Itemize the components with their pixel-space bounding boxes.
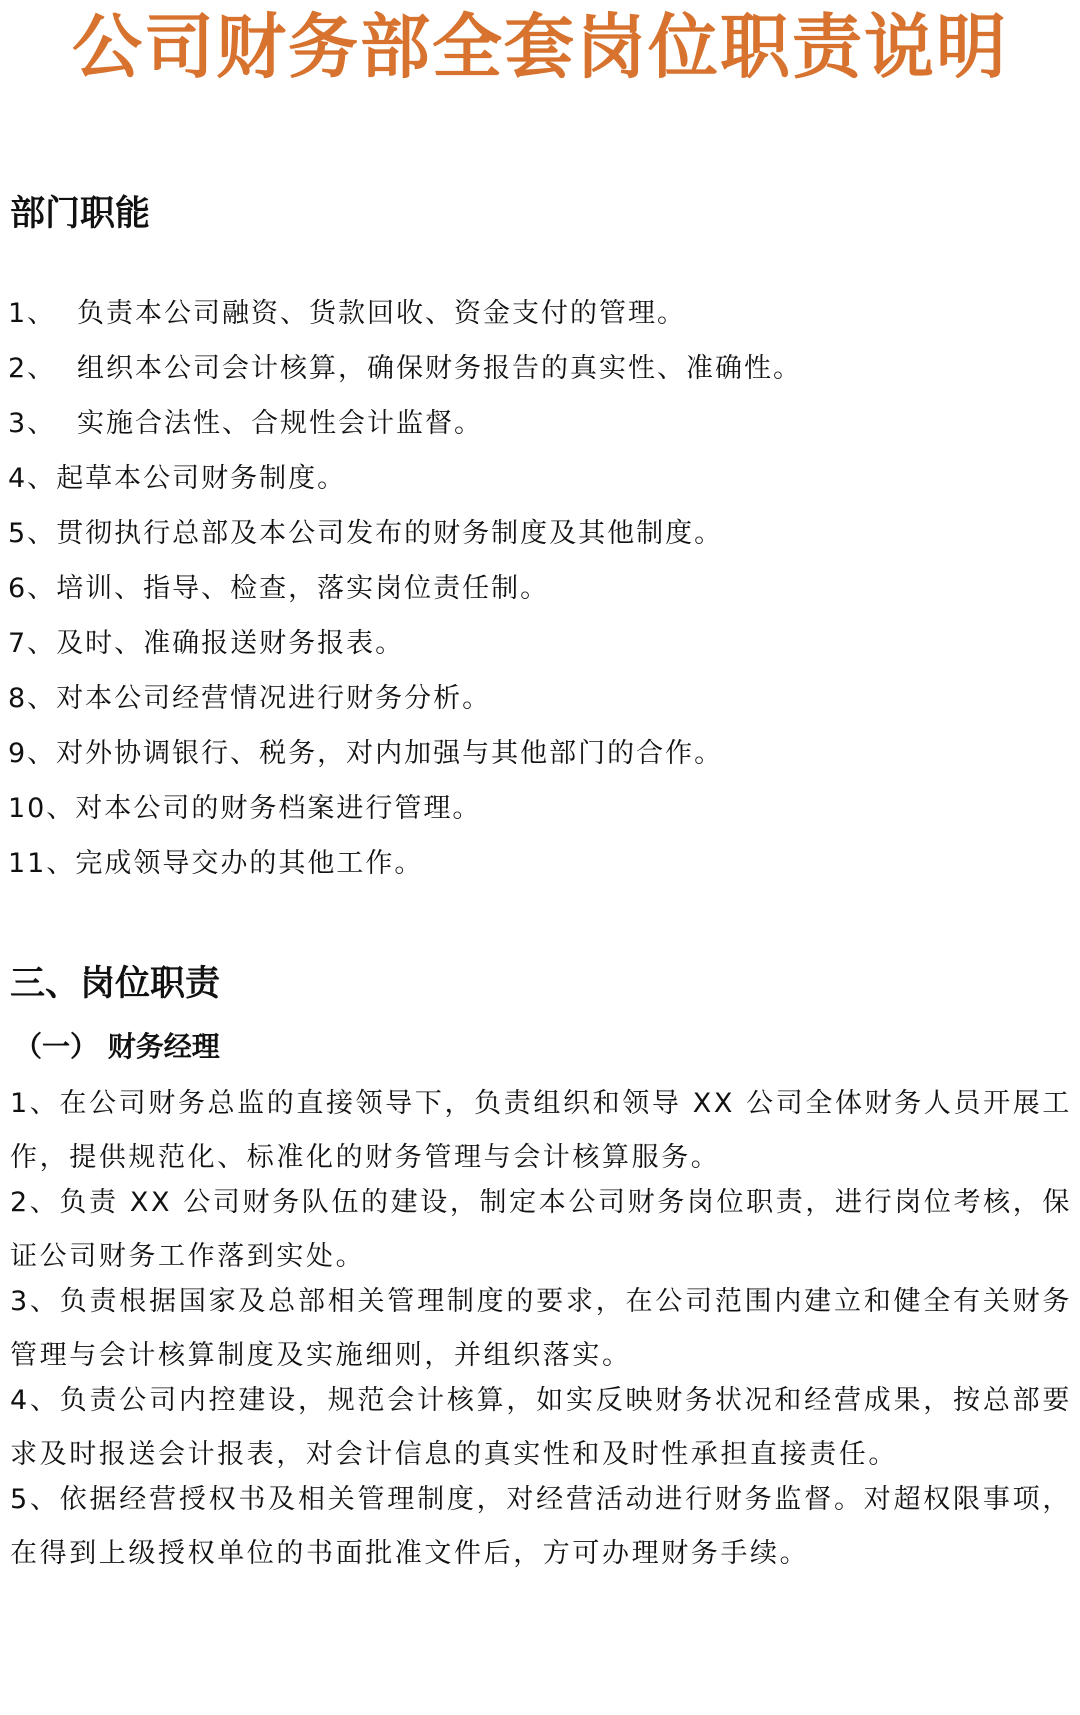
- list-item-number: 7、: [8, 628, 57, 659]
- list-item-number: 10、: [8, 793, 76, 824]
- list-item-number: 3、: [8, 408, 57, 439]
- list-item-text: 及时、准确报送财务报表。: [56, 628, 405, 659]
- list-item: [8, 681, 491, 717]
- list-item-number: 2、: [8, 353, 57, 384]
- list-item-text: 对外协调银行、税务，对内加强与其他部门的合作。: [56, 738, 724, 769]
- list-item: [8, 736, 723, 772]
- list-item-number: 11、: [8, 848, 76, 879]
- list-item-text: 组织本公司会计核算，确保财务报告的真实性、准确性。: [77, 353, 802, 384]
- list-item-number: 1、: [8, 298, 57, 329]
- list-item: [8, 296, 686, 332]
- duty-paragraph: 2、负责 XX 公司财务队伍的建设，制定本公司财务岗位职责，进行岗位考核，保证公司财务工作落到实处。: [10, 1187, 1072, 1272]
- document-title: 公司财务部全套岗位职责说明: [72, 6, 1008, 88]
- duty-paragraph: 1、在公司财务总监的直接领导下，负责组织和领导 XX 公司全体财务人员开展工作，提供规范化、标准化的财务管理与会计核算服务。: [10, 1088, 1072, 1173]
- list-item-text: 完成领导交办的其他工作。: [75, 848, 424, 879]
- list-item-number: 5、: [8, 518, 57, 549]
- list-item-number: 8、: [8, 683, 57, 714]
- duty-paragraph: 4、负责公司内控建设，规范会计核算，如实反映财务状况和经营成果，按总部要求及时报送会计报表，对会计信息的真实性和及时性承担直接责任。: [10, 1385, 1072, 1470]
- list-item-text: 培训、指导、检查，落实岗位责任制。: [56, 573, 550, 604]
- list-item-text: 起草本公司财务制度。: [56, 463, 347, 494]
- section-heading-post-duties: 三、岗位职责: [10, 964, 221, 1004]
- section-heading-dept-functions: 部门职能: [10, 194, 151, 234]
- subsection-heading-finance-manager: （一） 财务经理: [14, 1030, 220, 1063]
- list-item: [8, 516, 723, 552]
- list-item: [8, 791, 481, 827]
- list-item-number: 4、: [8, 463, 57, 494]
- list-item-text: 实施合法性、合规性会计监督。: [77, 408, 483, 439]
- list-item: [8, 461, 346, 497]
- list-item: [8, 571, 549, 607]
- list-item-text: 对本公司的财务档案进行管理。: [75, 793, 482, 824]
- duty-paragraph: 3、负责根据国家及总部相关管理制度的要求，在公司范围内建立和健全有关财务管理与会计核算制度及实施细则，并组织落实。: [10, 1286, 1072, 1371]
- list-item-text: 对本公司经营情况进行财务分析。: [56, 683, 492, 714]
- duty-paragraph: 5、依据经营授权书及相关管理制度，对经营活动进行财务监督。对超权限事项，在得到上级授权单位的书面批准文件后，方可办理财务手续。: [10, 1484, 1072, 1569]
- list-item-text: 负责本公司融资、货款回收、资金支付的管理。: [77, 298, 686, 329]
- list-item: [8, 351, 802, 387]
- list-item-number: 6、: [8, 573, 57, 604]
- list-item: [8, 406, 483, 442]
- list-item: [8, 846, 423, 882]
- list-item: [8, 626, 404, 662]
- list-item-number: 9、: [8, 738, 57, 769]
- list-item-text: 贯彻执行总部及本公司发布的财务制度及其他制度。: [56, 518, 724, 549]
